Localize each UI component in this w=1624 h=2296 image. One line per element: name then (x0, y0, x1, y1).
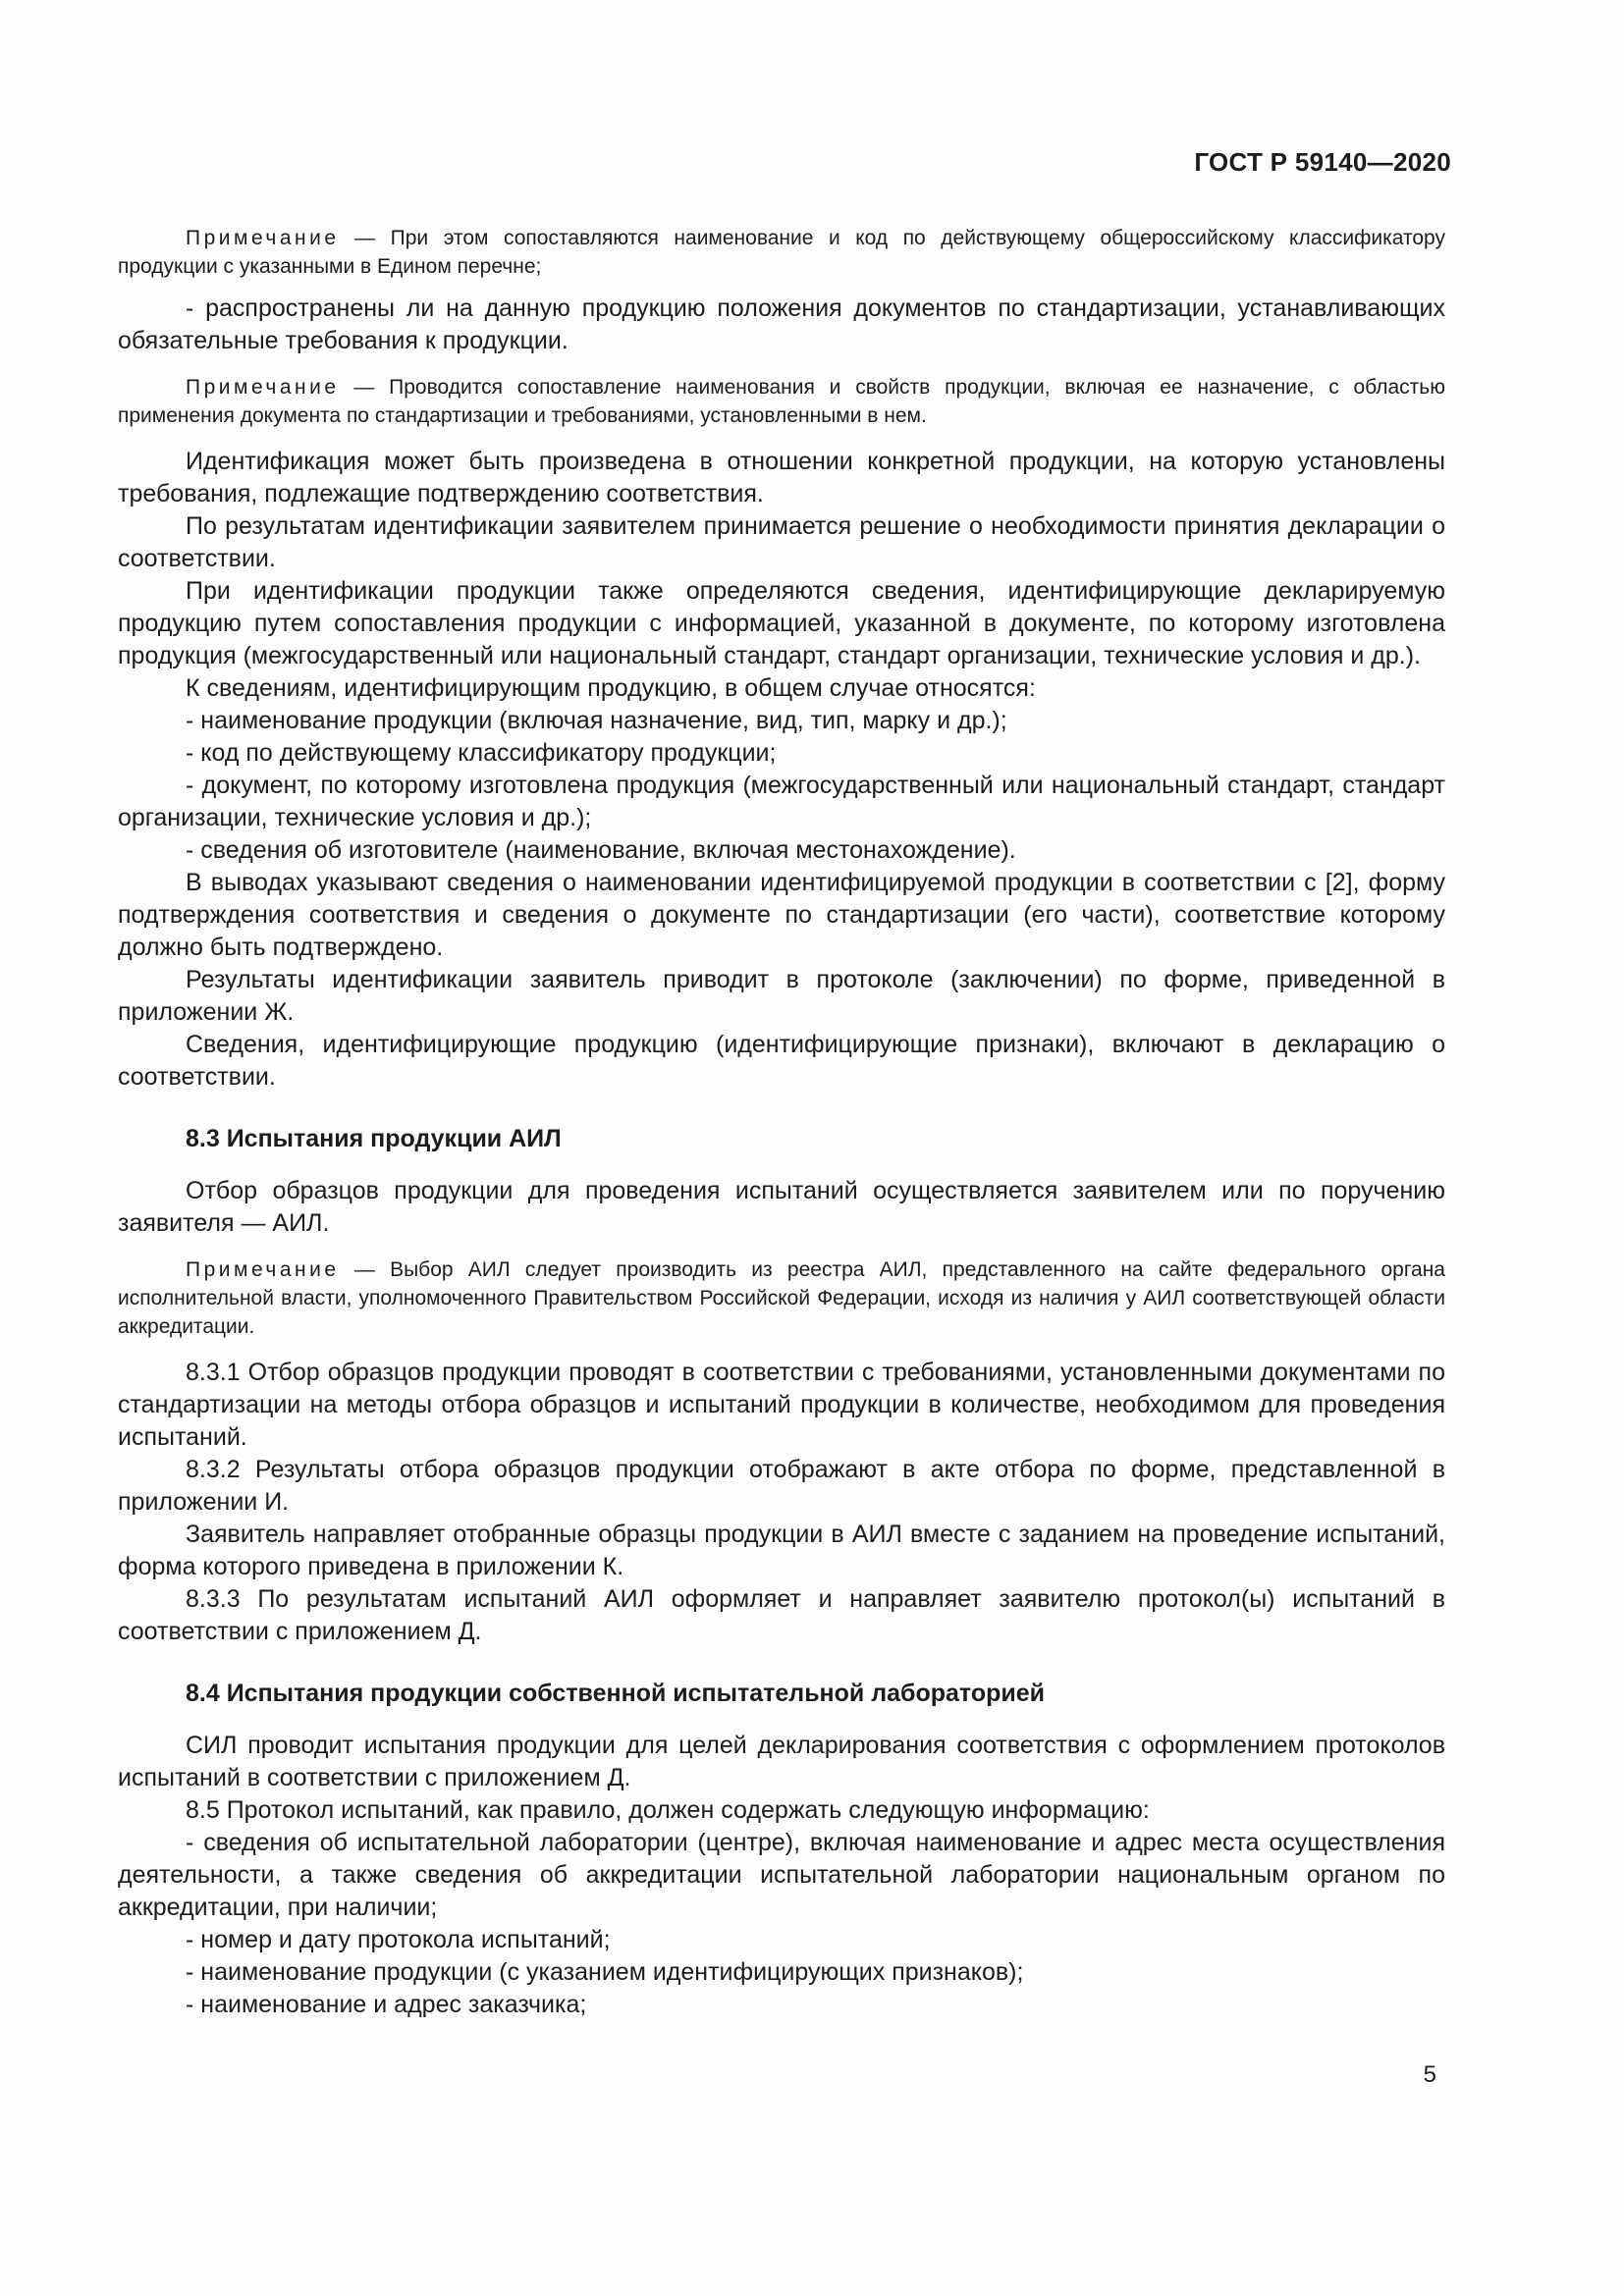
note-label: Примечание (186, 376, 340, 399)
paragraph: К сведениям, идентифицирующим продукцию, в общем случае относятся: (186, 674, 1036, 702)
paragraph: В выводах указывают сведения о наименовании идентифицируемой продукции в соответствии с [2], форму подтверждения соответствия и сведения о документе по стандартизации (его части), соответствие которому должно быть подтверждено. (118, 869, 1445, 961)
note-1 (118, 224, 1445, 281)
note-3 (118, 1255, 1445, 1341)
paragraph: При идентификации продукции также определяются сведения, идентифицирующие декларируемую продукцию путем сопоставления продукции с информацией, указанной в документе, по которому изготовлена продукция (межгосударственный или национальный стандарт, стандарт организации, технические условия и др.). (118, 577, 1445, 669)
list-item: - сведения об испытательной лаборатории (центре), включая наименование и адрес места осуществления деятельности, а также сведения об аккредитации испытательной лаборатории национальным органом по аккредитации, при наличии; (118, 1829, 1445, 1921)
note-text: — Выбор АИЛ следует производить из реестра АИЛ, представленного на сайте федерального органа исполнительной власти, уполномоченного Правительством Российской Федерации, исходя из наличия у АИЛ соответствующей области аккредитации. (118, 1258, 1445, 1338)
list-item: - номер и дату протокола испытаний; (186, 1926, 611, 1953)
document-body (118, 224, 1445, 2021)
list-item: - сведения об изготовителе (наименование, включая местонахождение). (186, 836, 1016, 864)
list-item: - наименование продукции (с указанием идентифицирующих признаков); (186, 1958, 1024, 1986)
note-label: Примечание (186, 227, 340, 249)
paragraph: Идентификация может быть произведена в отношении конкретной продукции, на которую установлены требования, подлежащие подтверждению соответствия. (118, 448, 1445, 507)
paragraph: - распространены ли на данную продукцию положения документов по стандартизации, устанавливающих обязательные требования к продукции. (118, 294, 1445, 354)
note-text: — При этом сопоставляются наименование и код по действующему общероссийскому классификатору продукции с указанными в Едином перечне; (118, 227, 1445, 278)
list-item: - наименование продукции (включая назначение, вид, тип, марку и др.); (186, 707, 1007, 734)
paragraph: Отбор образцов продукции для проведения испытаний осуществляется заявителем или по поручению заявителя — АИЛ. (118, 1177, 1445, 1237)
paragraph: Заявитель направляет отобранные образцы продукции в АИЛ вместе с заданием на проведение испытаний, форма которого приведена в приложении К. (118, 1521, 1445, 1580)
paragraph: 8.3.1 Отбор образцов продукции проводят в соответствии с требованиями, установленными документами по стандартизации на методы отбора образцов и испытаний продукции в количестве, необходимом для проведения испытаний. (118, 1359, 1445, 1451)
paragraph: СИЛ проводит испытания продукции для целей декларирования соответствия с оформлением протоколов испытаний в соответствии с приложением Д. (118, 1732, 1445, 1791)
paragraph: По результатам идентификации заявителем принимается решение о необходимости принятия декларации о соответствии. (118, 512, 1445, 572)
paragraph: Сведения, идентифицирующие продукцию (идентифицирующие признаки), включают в декларацию о соответствии. (118, 1031, 1445, 1091)
section-heading-8-4: 8.4 Испытания продукции собственной испытательной лабораторией (186, 1680, 1046, 1707)
list-item: - наименование и адрес заказчика; (186, 1991, 587, 2018)
note-label: Примечание (186, 1258, 340, 1281)
note-text: — Проводится сопоставление наименования и свойств продукции, включая ее назначение, с областью применения документа по стандартизации и требованиями, установленными в нем. (118, 376, 1445, 427)
paragraph: Результаты идентификации заявитель приводит в протоколе (заключении) по форме, приведенной в приложении Ж. (118, 966, 1445, 1026)
list-item: - код по действующему классификатору продукции; (186, 739, 777, 767)
paragraph: 8.5 Протокол испытаний, как правило, должен содержать следующую информацию: (186, 1796, 1150, 1824)
list-item: - документ, по которому изготовлена продукция (межгосударственный или национальный стандарт, стандарт организации, технические условия и др.); (118, 772, 1445, 831)
paragraph: 8.3.3 По результатам испытаний АИЛ оформляет и направляет заявителю протокол(ы) испытаний в соответствии с приложением Д. (118, 1585, 1445, 1645)
paragraph: 8.3.2 Результаты отбора образцов продукции отображают в акте отбора по форме, представленной в приложении И. (118, 1456, 1445, 1516)
document-code: ГОСТ Р 59140—2020 (1194, 147, 1451, 177)
page-number: 5 (1423, 2061, 1436, 2088)
note-2 (118, 373, 1445, 430)
section-heading-8-3: 8.3 Испытания продукции АИЛ (186, 1125, 562, 1152)
